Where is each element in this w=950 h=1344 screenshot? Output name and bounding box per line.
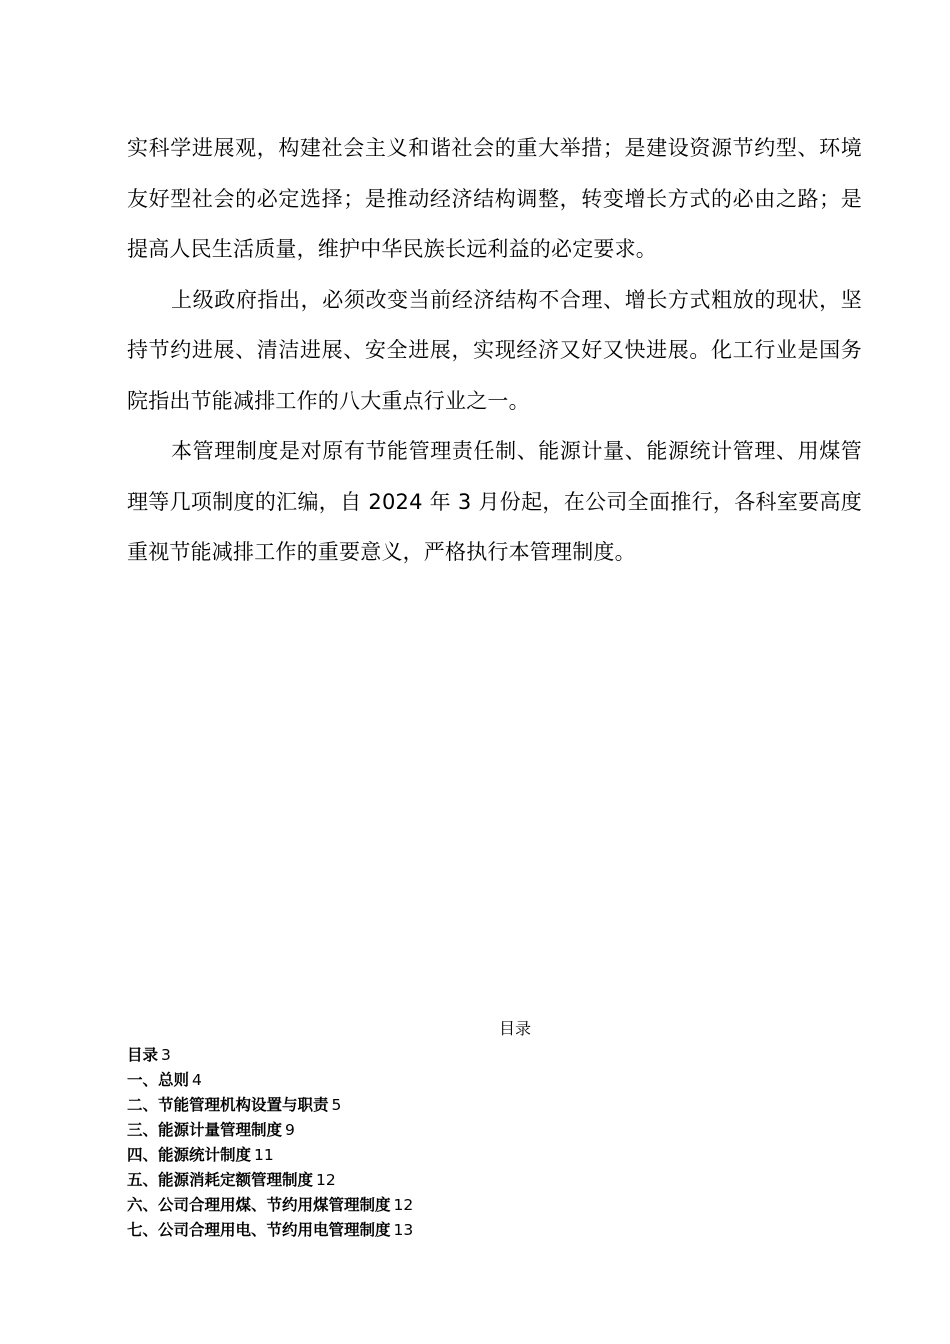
paragraph-1 <box>127 123 862 275</box>
paragraph-3 <box>127 426 862 578</box>
toc-entry[interactable] <box>127 1169 827 1194</box>
toc-entry-page: 11 <box>254 1146 274 1164</box>
table-of-contents <box>127 1044 827 1244</box>
toc-entry[interactable] <box>127 1069 827 1094</box>
toc-entry-page: 4 <box>192 1071 202 1089</box>
paragraph-2 <box>127 275 862 427</box>
paragraph-line: 环境友好型社会的必定选择；是推动经济结构调整，转变增长方式的必由 <box>127 136 862 211</box>
toc-entry[interactable] <box>127 1219 827 1244</box>
toc-entry-page: 3 <box>161 1046 171 1064</box>
toc-entry[interactable] <box>127 1044 827 1069</box>
paragraph-line: 是国务院指出节能减排工作的八大重点行业之一。 <box>127 338 862 413</box>
paragraph-line: 室要高度重视节能减排工作的重要意义，严格执行本管理制度。 <box>127 489 862 564</box>
toc-entry[interactable] <box>127 1094 827 1119</box>
body-text <box>127 123 862 578</box>
paragraph-line: 之路；是提高人民生活质量，维护中华民族长远利益的必定要求。 <box>127 186 862 261</box>
toc-entry-title: 三、能源计量管理制度 <box>127 1121 283 1139</box>
toc-entry-title: 七、公司合理用电、节约用电管理制度 <box>127 1221 391 1239</box>
paragraph-line: 本管理制度是对原有节能管理责任制、能源计量、能源统计管理、用 <box>171 439 820 463</box>
toc-heading: 目录 <box>498 1019 531 1038</box>
toc-entry-title: 五、能源消耗定额管理制度 <box>127 1171 314 1189</box>
toc-entry[interactable] <box>127 1194 827 1219</box>
toc-entry[interactable] <box>127 1144 827 1169</box>
toc-entry-page: 12 <box>393 1196 414 1214</box>
toc-entry-page: 5 <box>331 1096 342 1114</box>
paragraph-line: 坚持节约进展、清洁进展、安全进展，实现经济又好又快进展。化工行业 <box>127 287 862 362</box>
paragraph-line: 实科学进展观，构建社会主义和谐社会的重大举措；是建设资源节约型、 <box>127 136 820 160</box>
paragraph-line: 上级政府指出，必须改变当前经济结构不合理、增长方式粗放的现状， <box>171 287 841 312</box>
toc-entry-page: 13 <box>393 1221 414 1239</box>
toc-entry-title: 六、公司合理用煤、节约用煤管理制度 <box>127 1196 391 1214</box>
toc-entry-title: 一、总则 <box>127 1071 190 1089</box>
toc-entry-title: 四、能源统计制度 <box>127 1146 252 1164</box>
toc-entry-title: 目录 <box>127 1046 159 1064</box>
toc-entry-title: 二、节能管理机构设置与职责 <box>127 1096 329 1114</box>
toc-entry[interactable] <box>127 1119 827 1144</box>
toc-entry-page: 12 <box>316 1171 336 1189</box>
paragraph-line: 煤管理等几项制度的汇编，自 2024 年 3 月份起，在公司全面推行，各科 <box>127 439 862 514</box>
toc-entry-page: 9 <box>285 1121 295 1139</box>
